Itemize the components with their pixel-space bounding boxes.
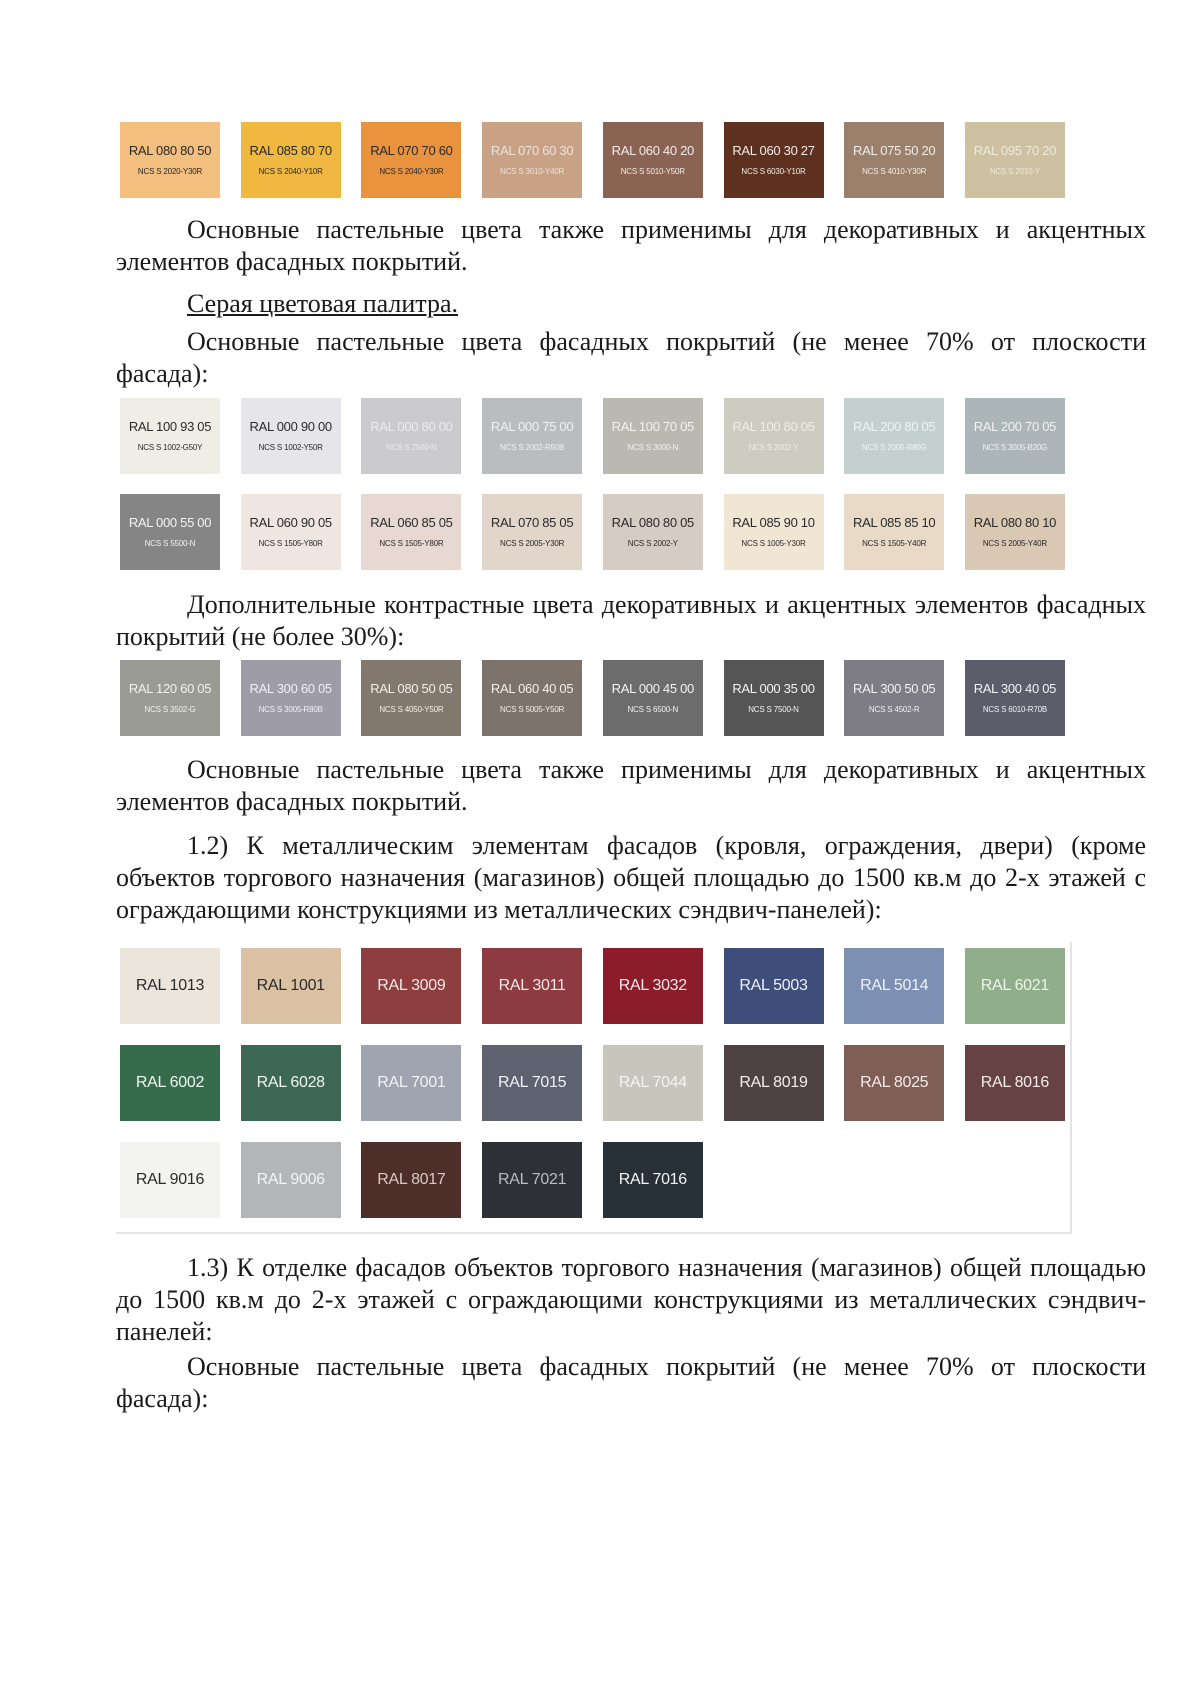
color-swatch (844, 122, 944, 198)
ral-code: RAL 085 85 10 (853, 515, 936, 530)
color-swatch (482, 122, 582, 198)
ncs-code: NCS S 2002-Y (748, 443, 799, 452)
color-swatch (120, 1142, 220, 1218)
color-swatch (844, 660, 944, 736)
color-swatch (482, 948, 582, 1024)
color-swatch (724, 1045, 824, 1121)
ral-code: RAL 000 80 00 (370, 419, 453, 434)
color-swatch (603, 660, 703, 736)
color-swatch (965, 122, 1065, 198)
ral-code: RAL 7001 (377, 1074, 446, 1091)
color-swatch (120, 122, 220, 198)
color-swatch (241, 398, 341, 474)
ncs-code: NCS S 4010-Y30R (862, 167, 927, 176)
ral-code: RAL 080 80 05 (611, 515, 694, 530)
color-swatch (724, 948, 824, 1024)
color-swatch (241, 1045, 341, 1121)
ncs-code: NCS S 1505-Y80R (258, 539, 323, 548)
color-swatch (603, 948, 703, 1024)
color-swatch (482, 1045, 582, 1121)
ral-code: RAL 085 80 70 (249, 143, 332, 158)
ral-code: RAL 3011 (498, 977, 566, 994)
color-swatch (482, 1142, 582, 1218)
color-swatch (361, 1142, 461, 1218)
ral-code: RAL 300 50 05 (853, 681, 936, 696)
ncs-code: NCS S 6030-Y10R (741, 167, 806, 176)
color-swatch (120, 660, 220, 736)
ral-code: RAL 7044 (618, 1074, 687, 1091)
paragraph-shops-facade: 1.3) К отделке фасадов объектов торгового назначения (магазинов) общей площадью до 1500 кв.м до 2-х этажей с ограждающими конструкциями из металлических сэндвич-панелей: (116, 1253, 1146, 1346)
ral-code: RAL 3009 (377, 977, 446, 994)
ral-code: RAL 7016 (618, 1171, 687, 1188)
color-swatch (603, 122, 703, 198)
ncs-code: NCS S 1505-Y80R (379, 539, 444, 548)
ral-code: RAL 1001 (256, 977, 325, 994)
color-swatch (724, 122, 824, 198)
ncs-code: NCS S 2005-Y30R (500, 539, 565, 548)
ral-code: RAL 000 35 00 (732, 681, 815, 696)
ncs-code: NCS S 1002-G50Y (137, 443, 203, 452)
ncs-code: NCS S 2020-Y30R (137, 167, 203, 176)
ncs-code: NCS S 6500-N (627, 705, 679, 714)
color-swatch (603, 1045, 703, 1121)
ral-code: RAL 060 90 05 (249, 515, 332, 530)
ral-code: RAL 080 80 50 (128, 143, 212, 158)
paragraph-contrast-colors: Дополнительные контрастные цвета декоративных и акцентных элементов фасадных покрытий (не более 30%): (116, 590, 1146, 651)
ral-code: RAL 060 40 20 (611, 143, 694, 158)
ncs-code: NCS S 5010-Y50R (620, 167, 685, 176)
color-swatch (965, 494, 1065, 570)
color-swatch (603, 494, 703, 570)
ral-code: RAL 6028 (256, 1074, 325, 1091)
ncs-code: NCS S 2002-Y (627, 539, 678, 548)
color-swatch (724, 398, 824, 474)
ncs-code: NCS S 4050-Y50R (379, 705, 444, 714)
ral-code: RAL 300 40 05 (973, 681, 1057, 696)
ncs-code: NCS S 2002-R50B (500, 443, 565, 452)
ncs-code: NCS S 4502-R (868, 705, 920, 714)
color-swatch (361, 494, 461, 570)
ral-code: RAL 8017 (377, 1171, 446, 1188)
ral-code: RAL 060 30 27 (732, 143, 815, 158)
ral-code: RAL 6002 (135, 1074, 205, 1091)
color-swatch (844, 948, 944, 1024)
color-swatch (844, 494, 944, 570)
ral-code: RAL 9006 (256, 1171, 325, 1188)
color-swatch (361, 660, 461, 736)
paragraph-pastel-main-shops: Основные пастельные цвета фасадных покрытий (не менее 70% от плоскости фасада): (116, 1352, 1146, 1413)
ral-code: RAL 000 90 00 (249, 419, 332, 434)
color-swatch (965, 1045, 1065, 1121)
paragraph-metal-elements: 1.2) К металлическим элементам фасадов (кровля, ограждения, двери) (кроме объектов торгового назначения (магазинов) общей площадью до 1500 кв.м до 2-х этажей с ограждающими конструкциями из металлических сэндвич-панелей): (116, 831, 1146, 924)
ncs-code: NCS S 3000-N (627, 443, 679, 452)
ncs-code: NCS S 1002-Y50R (258, 443, 323, 452)
color-swatch (724, 660, 824, 736)
ral-code: RAL 3032 (618, 977, 687, 994)
ral-code: RAL 075 50 20 (853, 143, 936, 158)
color-swatch (844, 1045, 944, 1121)
color-swatch (241, 122, 341, 198)
ncs-code: NCS S 3005-R80B (258, 705, 323, 714)
ncs-code: NCS S 2040-Y30R (379, 167, 444, 176)
ral-code: RAL 060 85 05 (370, 515, 453, 530)
ral-code: RAL 8016 (980, 1074, 1049, 1091)
color-swatch (603, 1142, 703, 1218)
ncs-code: NCS S 7500-N (748, 705, 799, 714)
color-swatch (120, 1045, 220, 1121)
ral-code: RAL 6021 (980, 977, 1049, 994)
ncs-code: NCS S 2010-Y (989, 167, 1040, 176)
ral-code: RAL 100 93 05 (128, 419, 212, 434)
color-swatch (120, 948, 220, 1024)
ral-code: RAL 200 80 05 (853, 419, 936, 434)
color-swatch (965, 660, 1065, 736)
color-swatch (361, 948, 461, 1024)
ral-code: RAL 070 60 30 (490, 143, 574, 158)
ral-code: RAL 5014 (860, 977, 929, 994)
ncs-code: NCS S 2040-Y10R (258, 167, 323, 176)
ncs-code: NCS S 1505-Y40R (862, 539, 927, 548)
color-swatch (965, 398, 1065, 474)
paragraph-pastel-note-2: Основные пастельные цвета также применимы для декоративных и акцентных элементов фасадных покрытий. (116, 755, 1146, 816)
color-swatch (361, 398, 461, 474)
ral-code: RAL 120 60 05 (128, 681, 212, 696)
ral-code: RAL 070 70 60 (370, 143, 453, 158)
ral-code: RAL 080 80 10 (973, 515, 1057, 530)
ral-code: RAL 080 50 05 (370, 681, 453, 696)
ral-code: RAL 085 90 10 (732, 515, 815, 530)
paragraph-grey-main-colors: Основные пастельные цвета фасадных покрытий (не менее 70% от плоскости фасада): (116, 327, 1146, 388)
color-swatch (844, 398, 944, 474)
color-swatch (482, 398, 582, 474)
ncs-code: NCS S 2005-B80G (861, 443, 927, 452)
ral-code: RAL 100 70 05 (611, 419, 694, 434)
ral-code: RAL 8019 (739, 1074, 808, 1091)
ncs-code: NCS S 5500-N (144, 539, 196, 548)
color-swatch (361, 1045, 461, 1121)
ncs-code: NCS S 5005-Y50R (500, 705, 565, 714)
color-swatch (241, 494, 341, 570)
paragraph-pastel-note-1: Основные пастельные цвета также применимы для декоративных и акцентных элементов фасадных покрытий. (116, 215, 1146, 276)
ral-code: RAL 070 85 05 (490, 515, 574, 530)
section-heading-grey-palette: Серая цветовая палитра. (187, 289, 459, 318)
color-swatch (965, 948, 1065, 1024)
color-swatch (241, 1142, 341, 1218)
ral-code: RAL 060 40 05 (490, 681, 574, 696)
color-swatch (120, 398, 220, 474)
ncs-code: NCS S 3005-B20G (982, 443, 1048, 452)
color-swatch (241, 660, 341, 736)
ral-code: RAL 095 70 20 (973, 143, 1057, 158)
ral-code: RAL 000 55 00 (128, 515, 212, 530)
ral-code: RAL 5003 (739, 977, 808, 994)
ral-code: RAL 100 80 05 (732, 419, 815, 434)
ral-code: RAL 000 45 00 (611, 681, 694, 696)
ral-code: RAL 7021 (498, 1171, 567, 1188)
ncs-code: NCS S 3010-Y40R (500, 167, 565, 176)
ral-code: RAL 8025 (860, 1074, 929, 1091)
color-swatch (603, 398, 703, 474)
ncs-code: NCS S 2500-N (386, 443, 437, 452)
ral-code: RAL 300 60 05 (249, 681, 332, 696)
ral-code: RAL 9016 (135, 1171, 205, 1188)
ncs-code: NCS S 1005-Y30R (741, 539, 806, 548)
color-swatch (482, 494, 582, 570)
ncs-code: NCS S 2005-Y40R (982, 539, 1047, 548)
ncs-code: NCS S 6010-R70B (982, 705, 1047, 714)
ral-code: RAL 200 70 05 (973, 419, 1057, 434)
ncs-code: NCS S 3502-G (144, 705, 196, 714)
ral-code: RAL 7015 (498, 1074, 567, 1091)
ral-code: RAL 000 75 00 (490, 419, 574, 434)
color-swatch (724, 494, 824, 570)
color-swatch (120, 494, 220, 570)
ral-code: RAL 1013 (135, 977, 205, 994)
color-swatch (482, 660, 582, 736)
color-swatch (361, 122, 461, 198)
color-swatch (241, 948, 341, 1024)
